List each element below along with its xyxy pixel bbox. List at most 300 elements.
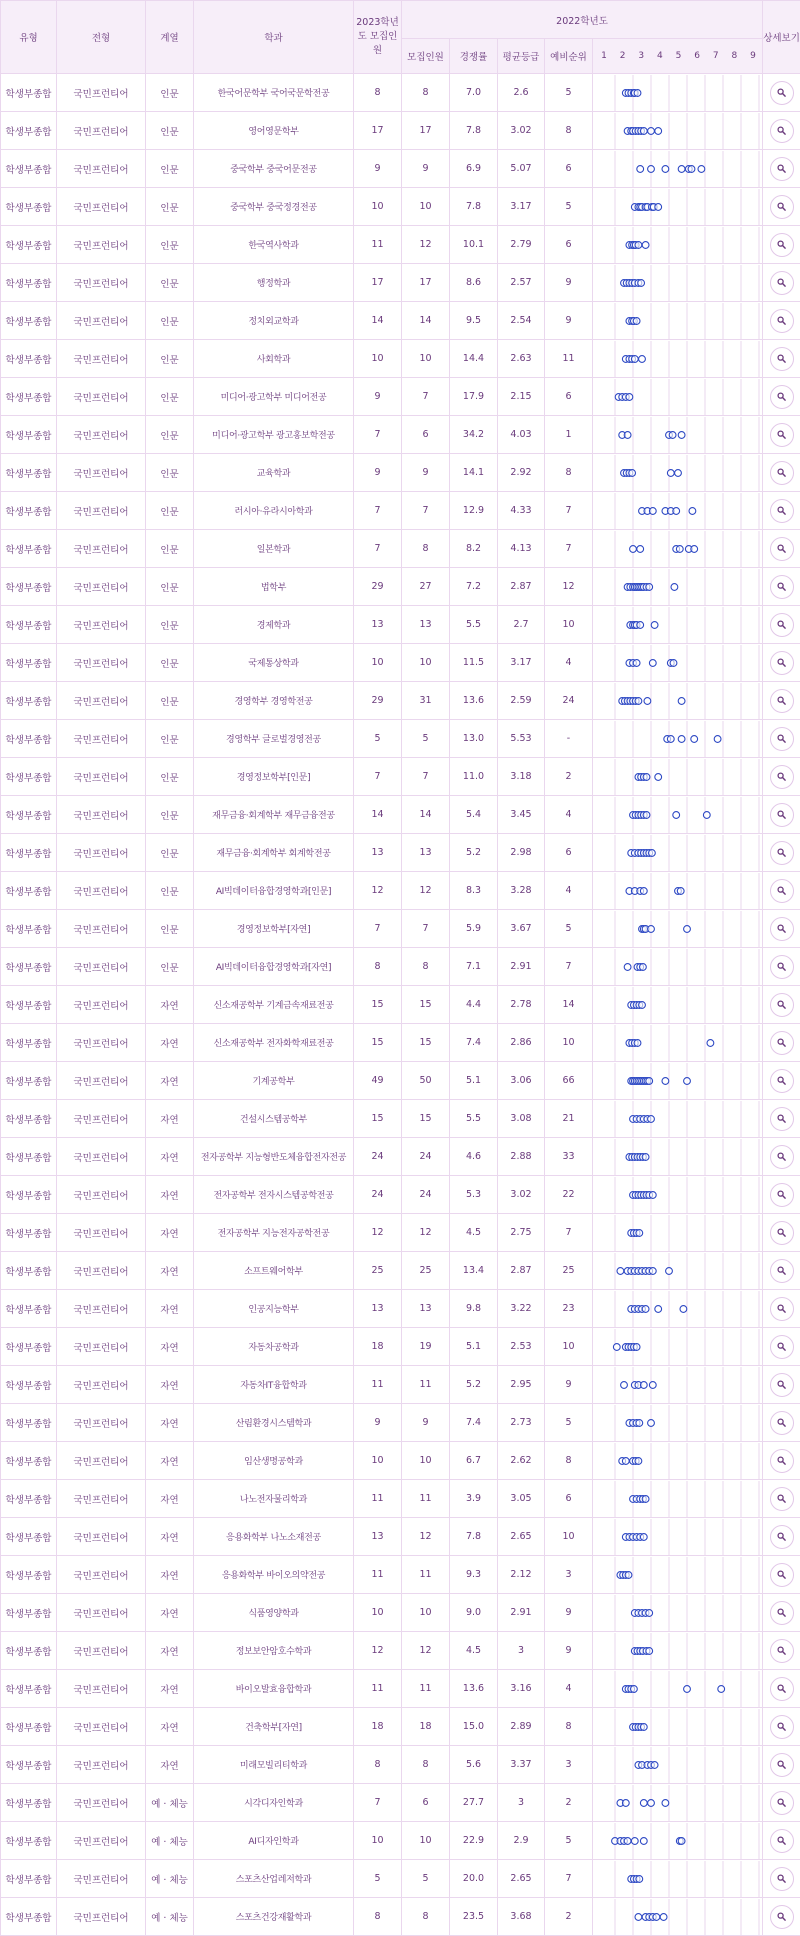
grade-distribution-chart [593, 113, 763, 149]
magnifier-icon [777, 1494, 786, 1503]
grade-distribution-chart [593, 1291, 763, 1327]
detail-button[interactable] [770, 1297, 794, 1321]
detail-button[interactable] [770, 1259, 794, 1283]
cell-avg-grade: 3 [498, 1632, 545, 1670]
cell-quota: 10 [402, 1594, 450, 1632]
magnifier-icon [777, 1760, 786, 1769]
cell-field: 인문 [146, 644, 194, 682]
detail-button[interactable] [770, 461, 794, 485]
detail-button[interactable] [770, 841, 794, 865]
cell-avg-grade: 2.88 [498, 1138, 545, 1176]
cell-2023-quota: 11 [354, 1366, 402, 1404]
cell-type: 학생부종합 [1, 1746, 57, 1784]
cell-dept: 정치외교학과 [194, 302, 354, 340]
detail-button[interactable] [770, 1487, 794, 1511]
detail-button[interactable] [770, 499, 794, 523]
detail-button[interactable] [770, 879, 794, 903]
detail-button[interactable] [770, 1601, 794, 1625]
cell-detail [763, 758, 800, 796]
table-row [1, 606, 800, 644]
cell-2023-quota: 11 [354, 1480, 402, 1518]
detail-button[interactable] [770, 1639, 794, 1663]
cell-ratio: 7.1 [450, 948, 498, 986]
grade-dot [678, 697, 685, 704]
cell-ratio: 13.4 [450, 1252, 498, 1290]
detail-button[interactable] [770, 1791, 794, 1815]
cell-ratio: 6.7 [450, 1442, 498, 1480]
grade-dot [631, 1685, 638, 1692]
cell-field: 인문 [146, 834, 194, 872]
grade-dot [660, 1913, 667, 1920]
cell-field: 인문 [146, 454, 194, 492]
cell-field: 자연 [146, 1594, 194, 1632]
cell-avg-grade: 2.86 [498, 1024, 545, 1062]
cell-dept: 바이오발효융합학과 [194, 1670, 354, 1708]
table-row [1, 1670, 800, 1708]
cell-track: 국민프런티어 [57, 644, 146, 682]
cell-waitlist: 1 [545, 416, 593, 454]
cell-type: 학생부종합 [1, 1822, 57, 1860]
magnifier-icon [777, 164, 786, 173]
cell-field: 인문 [146, 150, 194, 188]
cell-ratio: 11.0 [450, 758, 498, 796]
cell-detail [763, 1594, 800, 1632]
cell-dept: 중국학부 중국정경전공 [194, 188, 354, 226]
cell-avg-grade: 2.87 [498, 1252, 545, 1290]
detail-button[interactable] [770, 917, 794, 941]
grade-dot [648, 127, 655, 134]
cell-field: 인문 [146, 948, 194, 986]
cell-dept: 경영정보학부[인문] [194, 758, 354, 796]
cell-ratio: 7.4 [450, 1024, 498, 1062]
cell-waitlist: 6 [545, 226, 593, 264]
cell-track: 국민프런티어 [57, 1822, 146, 1860]
cell-track: 국민프런티어 [57, 416, 146, 454]
cell-ratio: 20.0 [450, 1860, 498, 1898]
cell-dept: 건축학부[자연] [194, 1708, 354, 1746]
cell-ratio: 5.4 [450, 796, 498, 834]
magnifier-icon [777, 924, 786, 933]
grade-dot [626, 393, 633, 400]
grade-distribution [593, 1328, 763, 1366]
detail-button[interactable] [770, 1183, 794, 1207]
cell-type: 학생부종합 [1, 1708, 57, 1746]
cell-2023-quota: 7 [354, 1784, 402, 1822]
grade-distribution [593, 1138, 763, 1176]
cell-type: 학생부종합 [1, 1594, 57, 1632]
cell-dept: 자동차공학과 [194, 1328, 354, 1366]
cell-waitlist: 7 [545, 948, 593, 986]
cell-quota: 15 [402, 1024, 450, 1062]
cell-type: 학생부종합 [1, 1328, 57, 1366]
cell-2023-quota: 8 [354, 1746, 402, 1784]
cell-quota: 7 [402, 910, 450, 948]
magnifier-icon [777, 240, 786, 249]
detail-button[interactable] [770, 195, 794, 219]
cell-dept: 국제통상학과 [194, 644, 354, 682]
cell-field: 자연 [146, 986, 194, 1024]
cell-ratio: 7.0 [450, 74, 498, 112]
cell-waitlist: 3 [545, 1746, 593, 1784]
grade-dot [649, 1191, 656, 1198]
detail-button[interactable] [770, 1221, 794, 1245]
table-row [1, 948, 800, 986]
cell-type: 학생부종합 [1, 264, 57, 302]
grade-distribution [593, 378, 763, 416]
grade-distribution-chart [593, 1633, 763, 1669]
cell-dept: AI디자인학과 [194, 1822, 354, 1860]
grade-distribution-chart [593, 455, 763, 491]
detail-button[interactable] [770, 1335, 794, 1359]
detail-button[interactable] [770, 727, 794, 751]
cell-detail [763, 492, 800, 530]
grade-distribution [593, 796, 763, 834]
detail-button[interactable] [770, 537, 794, 561]
detail-button[interactable] [770, 651, 794, 675]
cell-type: 학생부종합 [1, 1176, 57, 1214]
grade-distribution [593, 1252, 763, 1290]
cell-quota: 8 [402, 74, 450, 112]
detail-button[interactable] [770, 1753, 794, 1777]
grade-dot [666, 1267, 673, 1274]
cell-avg-grade: 2.79 [498, 226, 545, 264]
grade-distribution-chart [593, 607, 763, 643]
grade-dot [689, 507, 696, 514]
cell-track: 국민프런티어 [57, 606, 146, 644]
cell-track: 국민프런티어 [57, 1632, 146, 1670]
cell-waitlist: 10 [545, 606, 593, 644]
magnifier-icon [777, 848, 786, 857]
grade-dot [662, 1799, 669, 1806]
grade-distribution [593, 1480, 763, 1518]
grade-distribution [593, 302, 763, 340]
cell-field: 자연 [146, 1708, 194, 1746]
header-quota: 모집인원 [402, 39, 450, 74]
grade-dot [640, 127, 647, 134]
grade-dot [638, 279, 645, 286]
cell-2023-quota: 12 [354, 1632, 402, 1670]
detail-button[interactable] [770, 157, 794, 181]
cell-dept: 교육학과 [194, 454, 354, 492]
detail-button[interactable] [770, 955, 794, 979]
cell-2023-quota: 13 [354, 606, 402, 644]
cell-2023-quota: 14 [354, 302, 402, 340]
cell-quota: 13 [402, 1290, 450, 1328]
grade-distribution-chart [593, 417, 763, 453]
grade-distribution [593, 568, 763, 606]
cell-type: 학생부종합 [1, 910, 57, 948]
magnifier-icon [777, 1304, 786, 1313]
cell-detail [763, 1822, 800, 1860]
detail-button[interactable] [770, 1107, 794, 1131]
cell-quota: 9 [402, 150, 450, 188]
cell-field: 인문 [146, 872, 194, 910]
grade-distribution [593, 1404, 763, 1442]
cell-dept: 행정학과 [194, 264, 354, 302]
cell-avg-grade: 2.95 [498, 1366, 545, 1404]
cell-avg-grade: 3.37 [498, 1746, 545, 1784]
cell-track: 국민프런티어 [57, 1708, 146, 1746]
cell-type: 학생부종합 [1, 1556, 57, 1594]
cell-quota: 7 [402, 378, 450, 416]
cell-dept: 소프트웨어학부 [194, 1252, 354, 1290]
cell-dept: 경영정보학부[자연] [194, 910, 354, 948]
grade-distribution [593, 112, 763, 150]
magnifier-icon [777, 1380, 786, 1389]
cell-detail [763, 530, 800, 568]
detail-button[interactable] [770, 1031, 794, 1055]
grade-dot [684, 1077, 691, 1084]
detail-button[interactable] [770, 1867, 794, 1891]
grade-distribution [593, 872, 763, 910]
cell-quota: 13 [402, 834, 450, 872]
grade-dot [718, 1685, 725, 1692]
grade-distribution [593, 340, 763, 378]
cell-dept: 사회학과 [194, 340, 354, 378]
grade-dot [649, 659, 656, 666]
detail-button[interactable] [770, 1563, 794, 1587]
grade-distribution [593, 1176, 763, 1214]
detail-button[interactable] [770, 1069, 794, 1093]
cell-field: 인문 [146, 568, 194, 606]
grade-distribution [593, 1556, 763, 1594]
grade-dot [648, 1115, 655, 1122]
grade-distribution [593, 226, 763, 264]
detail-button[interactable] [770, 1677, 794, 1701]
grade-dot [653, 1913, 660, 1920]
cell-ratio: 9.3 [450, 1556, 498, 1594]
cell-field: 자연 [146, 1556, 194, 1594]
cell-type: 학생부종합 [1, 986, 57, 1024]
detail-button[interactable] [770, 1525, 794, 1549]
cell-track: 국민프런티어 [57, 1100, 146, 1138]
table-row [1, 378, 800, 416]
cell-avg-grade: 3.06 [498, 1062, 545, 1100]
cell-field: 인문 [146, 682, 194, 720]
detail-button[interactable] [770, 385, 794, 409]
cell-2023-quota: 10 [354, 1594, 402, 1632]
cell-track: 국민프런티어 [57, 1784, 146, 1822]
grade-dot [677, 887, 684, 894]
cell-dept: 기계공학부 [194, 1062, 354, 1100]
detail-button[interactable] [770, 81, 794, 105]
cell-avg-grade: 5.07 [498, 150, 545, 188]
grade-dot [684, 1685, 691, 1692]
magnifier-icon [777, 1684, 786, 1693]
grade-dot [642, 1305, 649, 1312]
detail-button[interactable] [770, 993, 794, 1017]
cell-type: 학생부종합 [1, 1404, 57, 1442]
cell-type: 학생부종합 [1, 378, 57, 416]
cell-field: 자연 [146, 1290, 194, 1328]
cell-quota: 8 [402, 948, 450, 986]
cell-detail [763, 150, 800, 188]
detail-button[interactable] [770, 1715, 794, 1739]
cell-waitlist: 6 [545, 150, 593, 188]
cell-dept: 건설시스템공학부 [194, 1100, 354, 1138]
cell-dept: 미디어·광고학부 광고홍보학전공 [194, 416, 354, 454]
cell-track: 국민프런티어 [57, 568, 146, 606]
cell-ratio: 7.8 [450, 188, 498, 226]
table-row [1, 1366, 800, 1404]
magnifier-icon [777, 962, 786, 971]
cell-dept: 나노전자물리학과 [194, 1480, 354, 1518]
cell-waitlist: 3 [545, 1556, 593, 1594]
grade-dot [651, 1761, 658, 1768]
cell-waitlist: 14 [545, 986, 593, 1024]
table-body [1, 74, 800, 1936]
detail-button[interactable] [770, 233, 794, 257]
grade-dot [680, 1305, 687, 1312]
cell-2023-quota: 5 [354, 1860, 402, 1898]
cell-detail [763, 1784, 800, 1822]
cell-2023-quota: 13 [354, 834, 402, 872]
cell-track: 국민프런티어 [57, 112, 146, 150]
cell-type: 학생부종합 [1, 1062, 57, 1100]
grade-scale [593, 51, 762, 61]
grade-distribution [593, 188, 763, 226]
cell-avg-grade: 2.91 [498, 1594, 545, 1632]
cell-2023-quota: 9 [354, 454, 402, 492]
cell-waitlist: 5 [545, 74, 593, 112]
cell-detail [763, 1670, 800, 1708]
detail-button[interactable] [770, 271, 794, 295]
magnifier-icon [777, 1342, 786, 1351]
cell-track: 국민프런티어 [57, 986, 146, 1024]
cell-quota: 25 [402, 1252, 450, 1290]
cell-track: 국민프런티어 [57, 1480, 146, 1518]
cell-ratio: 9.0 [450, 1594, 498, 1632]
detail-button[interactable] [770, 575, 794, 599]
grade-distribution [593, 758, 763, 796]
grade-dot [667, 469, 674, 476]
detail-button[interactable] [770, 423, 794, 447]
table-row [1, 1708, 800, 1746]
cell-waitlist: 12 [545, 568, 593, 606]
magnifier-icon [777, 1266, 786, 1275]
detail-button[interactable] [770, 1373, 794, 1397]
grade-dot [643, 773, 650, 780]
grade-dot [667, 735, 674, 742]
cell-ratio: 17.9 [450, 378, 498, 416]
grade-dot [636, 1229, 643, 1236]
grade-dot [634, 89, 641, 96]
detail-button[interactable] [770, 1829, 794, 1853]
detail-button[interactable] [770, 613, 794, 637]
cell-detail [763, 1632, 800, 1670]
cell-waitlist: 66 [545, 1062, 593, 1100]
cell-ratio: 5.5 [450, 606, 498, 644]
cell-avg-grade: 3.02 [498, 1176, 545, 1214]
detail-button[interactable] [770, 347, 794, 371]
grade-dot [649, 507, 656, 514]
table-row [1, 1100, 800, 1138]
cell-quota: 17 [402, 112, 450, 150]
cell-quota: 10 [402, 644, 450, 682]
cell-2023-quota: 18 [354, 1708, 402, 1746]
cell-detail [763, 1290, 800, 1328]
cell-dept: 미래모빌리티학과 [194, 1746, 354, 1784]
grade-distribution [593, 454, 763, 492]
grade-dot [678, 165, 685, 172]
cell-2023-quota: 7 [354, 758, 402, 796]
cell-detail [763, 910, 800, 948]
grade-dot [631, 355, 638, 362]
grade-dot [688, 165, 695, 172]
table-row [1, 1632, 800, 1670]
cell-2023-quota: 9 [354, 1404, 402, 1442]
cell-field: 자연 [146, 1404, 194, 1442]
cell-waitlist: 4 [545, 872, 593, 910]
scale-label-9: 9 [747, 51, 759, 61]
grade-dot [655, 773, 662, 780]
grade-dot [642, 1153, 649, 1160]
cell-track: 국민프런티어 [57, 1442, 146, 1480]
cell-waitlist: 9 [545, 1594, 593, 1632]
cell-detail [763, 1556, 800, 1594]
grade-distribution-chart [593, 265, 763, 301]
table-row [1, 264, 800, 302]
grade-dot [646, 1647, 653, 1654]
cell-field: 인문 [146, 74, 194, 112]
cell-detail [763, 264, 800, 302]
cell-ratio: 13.0 [450, 720, 498, 758]
cell-avg-grade: 2.53 [498, 1328, 545, 1366]
cell-2023-quota: 15 [354, 1100, 402, 1138]
header-2023-quota: 2023학년도 모집인원 [354, 1, 402, 74]
cell-2023-quota: 17 [354, 112, 402, 150]
detail-button[interactable] [770, 803, 794, 827]
cell-type: 학생부종합 [1, 1366, 57, 1404]
grade-dot [639, 355, 646, 362]
cell-type: 학생부종합 [1, 1138, 57, 1176]
cell-waitlist: 11 [545, 340, 593, 378]
detail-button[interactable] [770, 119, 794, 143]
cell-type: 학생부종합 [1, 1100, 57, 1138]
grade-dot [613, 1343, 620, 1350]
detail-button[interactable] [770, 1145, 794, 1169]
grade-dot [639, 1001, 646, 1008]
table-row [1, 682, 800, 720]
cell-ratio: 5.6 [450, 1746, 498, 1784]
grade-distribution [593, 644, 763, 682]
cell-avg-grade: 3.08 [498, 1100, 545, 1138]
scale-label-8: 8 [728, 51, 740, 61]
table-row [1, 226, 800, 264]
cell-field: 자연 [146, 1214, 194, 1252]
cell-type: 학생부종합 [1, 340, 57, 378]
cell-field: 인문 [146, 264, 194, 302]
cell-track: 국민프런티어 [57, 758, 146, 796]
detail-button[interactable] [770, 1411, 794, 1435]
detail-button[interactable] [770, 1905, 794, 1929]
detail-button[interactable] [770, 309, 794, 333]
cell-2023-quota: 29 [354, 568, 402, 606]
cell-track: 국민프런티어 [57, 720, 146, 758]
scale-label-7: 7 [710, 51, 722, 61]
magnifier-icon [777, 1912, 786, 1921]
detail-button[interactable] [770, 689, 794, 713]
detail-button[interactable] [770, 765, 794, 789]
cell-avg-grade: 2.89 [498, 1708, 545, 1746]
cell-waitlist: 4 [545, 644, 593, 682]
cell-type: 학생부종합 [1, 150, 57, 188]
detail-button[interactable] [770, 1449, 794, 1473]
cell-waitlist: 6 [545, 834, 593, 872]
cell-avg-grade: 4.33 [498, 492, 545, 530]
table-row [1, 302, 800, 340]
grade-distribution-chart [593, 987, 763, 1023]
